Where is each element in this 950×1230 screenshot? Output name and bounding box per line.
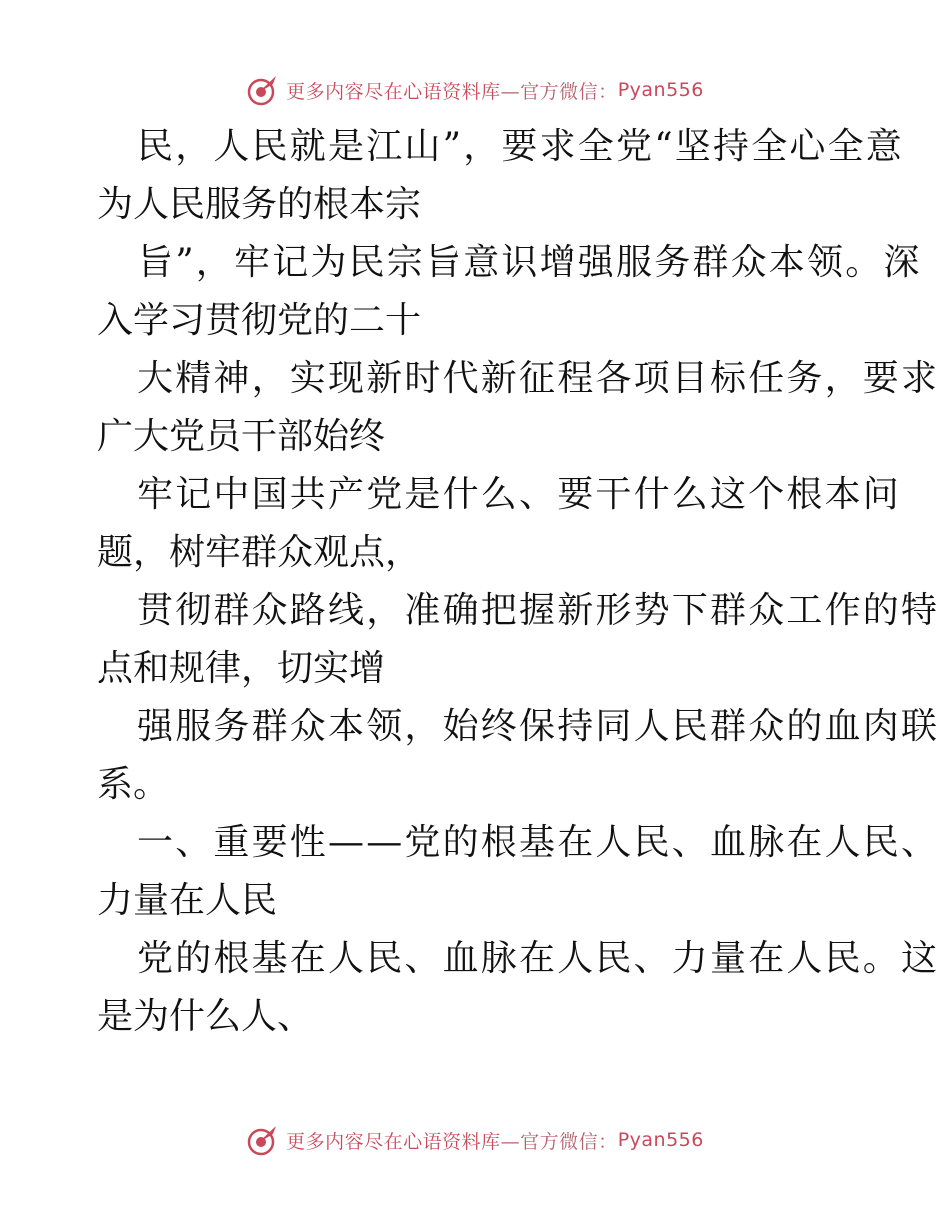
paragraph-line: 一、重要性——党的根基在人民、血脉在人民、 xyxy=(137,822,940,863)
watermark-wechat-id: Pyan556 xyxy=(617,79,704,101)
paragraph-line: 党的根基在人民、血脉在人民、力量在人民。这 xyxy=(137,938,940,979)
paragraph-line: 大精神，实现新时代新征程各项目标任务，要求 xyxy=(137,358,940,399)
watermark-separator: —官方微信： xyxy=(500,1130,618,1153)
watermark-separator: —官方微信： xyxy=(500,80,618,103)
paragraph-line: 点和规律，切实增 xyxy=(97,648,386,689)
footer-watermark xyxy=(0,1120,950,1160)
paragraph xyxy=(97,350,940,466)
paragraph-line: 为人民服务的根本宗 xyxy=(97,184,422,225)
paragraph-line: 牢记中国共产党是什么、要干什么这个根本问 xyxy=(137,474,902,515)
paragraph-line: 是为什么人、 xyxy=(97,996,314,1037)
paragraph xyxy=(97,466,902,582)
paragraph-line: 贯彻群众路线，准确把握新形势下群众工作的特 xyxy=(137,590,940,631)
paragraph xyxy=(97,698,940,814)
paragraph-line: 题，树牢群众观点， xyxy=(97,532,422,573)
paragraph-line: 力量在人民 xyxy=(97,880,278,921)
watermark-text: 更多内容尽在心语资料库 xyxy=(286,1130,501,1153)
paragraph-line: 旨”，牢记为民宗旨意识增强服务群众本领。深 xyxy=(137,242,922,283)
paragraph-line: 系。 xyxy=(97,764,170,805)
section-heading xyxy=(97,814,940,930)
quill-logo-icon xyxy=(246,1123,280,1157)
paragraph-line: 民，人民就是江山”，要求全党“坚持全心全意 xyxy=(137,126,905,167)
quill-logo-icon xyxy=(246,73,280,107)
watermark-wechat-id: Pyan556 xyxy=(617,1129,704,1151)
paragraph xyxy=(97,582,940,698)
document-body xyxy=(97,118,940,1046)
paragraph xyxy=(97,118,905,234)
paragraph-line: 广大党员干部始终 xyxy=(97,416,386,457)
header-watermark xyxy=(0,70,950,110)
paragraph-line: 强服务群众本领，始终保持同人民群众的血肉联 xyxy=(137,706,940,747)
paragraph xyxy=(97,930,940,1046)
paragraph-line: 入学习贯彻党的二十 xyxy=(97,300,422,341)
paragraph xyxy=(97,234,922,350)
watermark-text: 更多内容尽在心语资料库 xyxy=(286,80,501,103)
